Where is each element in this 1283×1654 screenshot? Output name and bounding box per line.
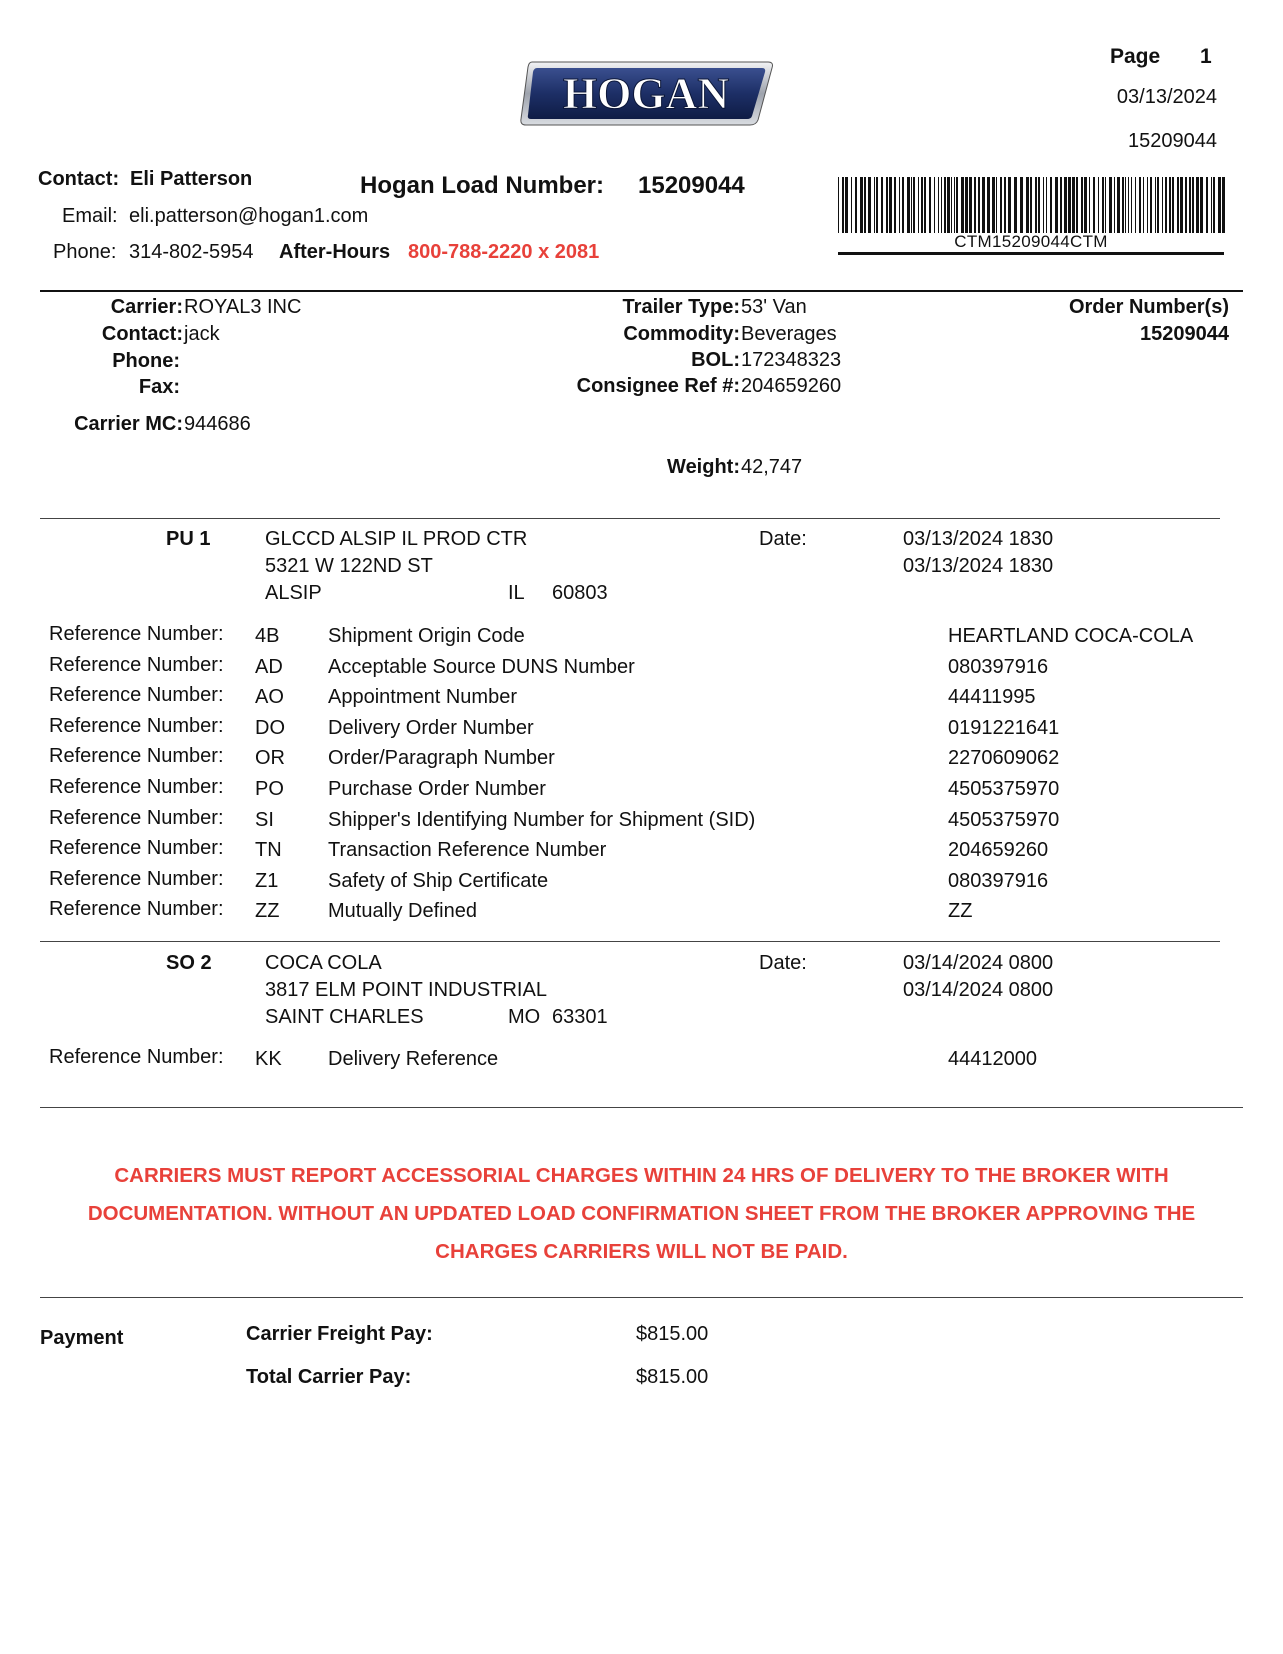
stop-state: IL	[508, 582, 525, 604]
contact-email[interactable]: eli.patterson@hogan1.com	[129, 205, 369, 227]
barcode-bar	[1172, 177, 1174, 233]
trailer-type-label: Trailer Type:	[622, 296, 740, 318]
reference-code: OR	[255, 747, 285, 769]
barcode-bar	[1128, 177, 1129, 233]
barcode-bar	[1008, 177, 1011, 233]
carrier-contact-label: Contact:	[101, 323, 183, 345]
barcode-bar	[965, 177, 968, 233]
stop-date-start: 03/13/2024 1830	[903, 528, 1054, 550]
stop-city: ALSIP	[265, 582, 322, 604]
contact-name: Eli Patterson	[130, 168, 253, 190]
document-number: 15209044	[1128, 130, 1217, 152]
barcode	[838, 177, 1226, 233]
stop-divider	[40, 941, 1220, 942]
stop-divider	[40, 518, 1220, 519]
stop-date-label: Date:	[759, 952, 807, 974]
barcode-bar	[1072, 177, 1075, 233]
barcode-bar	[1035, 177, 1037, 233]
barcode-bar	[1185, 177, 1187, 233]
barcode-bar	[1050, 177, 1052, 233]
reference-description: Transaction Reference Number	[328, 839, 607, 861]
after-hours-label: After-Hours	[279, 241, 391, 263]
consignee-ref-label: Consignee Ref #:	[576, 375, 740, 397]
barcode-bar	[845, 177, 848, 233]
bol-label: BOL:	[691, 349, 740, 371]
barcode-bar	[855, 177, 857, 233]
stop-label: PU 1	[166, 528, 211, 550]
reference-label: Reference Number:	[49, 868, 224, 890]
stop-label: SO 2	[166, 952, 212, 974]
barcode-bar	[934, 177, 935, 233]
barcode-bar	[1139, 177, 1141, 233]
reference-label: Reference Number:	[49, 776, 224, 798]
barcode-bar	[992, 177, 995, 233]
reference-description: Appointment Number	[328, 686, 517, 708]
barcode-bar	[1200, 177, 1203, 233]
reference-value: 44412000	[948, 1048, 1037, 1070]
page-label: Page	[1110, 45, 1161, 68]
barcode-bar	[978, 177, 980, 233]
reference-code: AD	[255, 656, 283, 678]
barcode-bar	[1155, 177, 1156, 233]
freight-pay-amount: $815.00	[636, 1323, 709, 1345]
reference-description: Shipper's Identifying Number for Shipment (SID)	[328, 809, 756, 831]
barcode-bar	[1093, 177, 1095, 233]
barcode-bar	[864, 177, 866, 233]
disclaimer-line: DOCUMENTATION. WITHOUT AN UPDATED LOAD CONFIRMATION SHEET FROM THE BROKER APPROVING THE	[87, 1202, 1196, 1225]
barcode-bar	[1046, 177, 1047, 233]
header-divider	[40, 290, 1243, 292]
section-divider	[40, 1297, 1243, 1298]
barcode-bar	[1162, 177, 1163, 233]
barcode-bar	[1150, 177, 1152, 233]
stop-date-start: 03/14/2024 0800	[903, 952, 1054, 974]
barcode-bar	[902, 177, 904, 233]
barcode-bar	[842, 177, 844, 233]
reference-code: KK	[255, 1048, 282, 1070]
barcode-bar	[1102, 177, 1104, 233]
barcode-bar	[1030, 177, 1032, 233]
barcode-bar	[1135, 177, 1136, 233]
barcode-bar	[1098, 177, 1099, 233]
barcode-bar	[1084, 177, 1087, 233]
carrier-name: ROYAL3 INC	[184, 296, 302, 318]
document-date: 03/13/2024	[1116, 86, 1217, 108]
reference-label: Reference Number:	[49, 807, 224, 829]
barcode-bar	[838, 177, 839, 233]
reference-value: 080397916	[948, 870, 1049, 892]
reference-description: Safety of Ship Certificate	[328, 870, 549, 892]
reference-code: AO	[255, 686, 284, 708]
reference-label: Reference Number:	[49, 654, 224, 676]
reference-value: HEARTLAND COCA-COLA	[948, 625, 1194, 647]
barcode-bar	[1157, 177, 1159, 233]
reference-description: Purchase Order Number	[328, 778, 546, 800]
commodity-label: Commodity:	[623, 323, 740, 345]
reference-code: PO	[255, 778, 284, 800]
barcode-bar	[1147, 177, 1148, 233]
reference-label: Reference Number:	[49, 715, 224, 737]
total-pay-label: Total Carrier Pay:	[246, 1366, 412, 1388]
load-number: 15209044	[638, 172, 745, 199]
reference-value: 2270609062	[948, 747, 1060, 769]
barcode-bar	[951, 177, 952, 233]
barcode-bar	[907, 177, 910, 233]
reference-code: DO	[255, 717, 285, 739]
reference-value: ZZ	[948, 900, 973, 922]
reference-label: Reference Number:	[49, 1046, 224, 1068]
barcode-bar	[1165, 177, 1167, 233]
weight: 42,747	[741, 456, 803, 478]
reference-label: Reference Number:	[49, 898, 224, 920]
reference-description: Order/Paragraph Number	[328, 747, 555, 769]
barcode-bar	[1131, 177, 1132, 233]
reference-description: Acceptable Source DUNS Number	[328, 656, 635, 678]
barcode-bar	[876, 177, 878, 233]
reference-value: 4505375970	[948, 778, 1060, 800]
barcode-bar	[1222, 177, 1225, 233]
disclaimer-line: CARRIERS MUST REPORT ACCESSORIAL CHARGES WITHIN 24 HRS OF DELIVERY TO THE BROKER WITH	[114, 1164, 1169, 1187]
barcode-bar	[1196, 177, 1199, 233]
barcode-bar	[1026, 177, 1029, 233]
stop-address: 3817 ELM POINT INDUSTRIAL	[265, 979, 547, 1001]
barcode-bar	[996, 177, 997, 233]
barcode-bar	[1109, 177, 1112, 233]
barcode-bar	[1020, 177, 1023, 233]
barcode-bar	[969, 177, 972, 233]
trailer-type: 53' Van	[741, 296, 807, 318]
barcode-bar	[1038, 177, 1040, 233]
stop-zip: 60803	[552, 582, 608, 604]
barcode-bar	[1169, 177, 1171, 233]
barcode-bar	[961, 177, 964, 233]
barcode-bar	[1089, 177, 1090, 233]
reference-code: SI	[255, 809, 274, 831]
barcode-bar	[1213, 177, 1215, 233]
carrier-phone-label: Phone:	[112, 350, 180, 372]
barcode-bar	[1122, 177, 1124, 233]
stop-address: 5321 W 122ND ST	[265, 555, 433, 577]
order-numbers-label: Order Number(s)	[1068, 296, 1229, 318]
barcode-bar	[974, 177, 976, 233]
barcode-bar	[881, 177, 883, 233]
carrier-mc: 944686	[184, 413, 251, 435]
order-number: 15209044	[1140, 323, 1229, 345]
barcode-bar	[860, 177, 863, 233]
logo-text: HOGAN	[562, 69, 730, 118]
page-number: 1	[1200, 45, 1212, 68]
reference-value: 080397916	[948, 656, 1049, 678]
barcode-bar	[911, 177, 912, 233]
stop-zip: 63301	[552, 1006, 608, 1028]
barcode-bar	[1114, 177, 1115, 233]
carrier-label: Carrier:	[110, 296, 183, 318]
total-pay-amount: $815.00	[636, 1366, 709, 1388]
barcode-bar	[1211, 177, 1212, 233]
barcode-bar	[1192, 177, 1194, 233]
barcode-text: CTM15209044CTM	[954, 232, 1108, 251]
barcode-bar	[1177, 177, 1179, 233]
barcode-bar	[1081, 177, 1083, 233]
consignee-ref: 204659260	[741, 375, 842, 397]
barcode-bar	[1043, 177, 1044, 233]
barcode-bar	[899, 177, 900, 233]
barcode-bar	[1068, 177, 1071, 233]
barcode-bar	[947, 177, 950, 233]
email-label: Email:	[62, 205, 118, 227]
reference-value: 204659260	[948, 839, 1049, 861]
contact-phone: 314-802-5954	[129, 241, 254, 263]
reference-description: Delivery Reference	[328, 1048, 499, 1070]
barcode-bar	[1125, 177, 1126, 233]
barcode-bar	[1189, 177, 1191, 233]
barcode-bar	[1143, 177, 1144, 233]
barcode-bar	[1117, 177, 1120, 233]
carrier-fax-label: Fax:	[138, 376, 180, 398]
reference-value: 4505375970	[948, 809, 1060, 831]
reference-value: 44411995	[948, 686, 1036, 708]
reference-code: 4B	[255, 625, 280, 647]
barcode-bar	[956, 177, 958, 233]
barcode-bar	[874, 177, 875, 233]
stop-state: MO	[508, 1006, 541, 1028]
barcode-bar	[1206, 177, 1208, 233]
barcode-bar	[1014, 177, 1017, 233]
barcode-bar	[918, 177, 919, 233]
barcode-bar	[1064, 177, 1067, 233]
barcode-bar	[924, 177, 926, 233]
weight-label: Weight:	[667, 456, 740, 478]
payment-label: Payment	[40, 1327, 124, 1349]
after-hours-phone: 800-788-2220 x 2081	[408, 241, 600, 263]
barcode-bar	[894, 177, 896, 233]
reference-code: TN	[255, 839, 282, 861]
barcode-bar	[982, 177, 985, 233]
carrier-mc-label: Carrier MC:	[74, 413, 183, 435]
barcode-bar	[913, 177, 915, 233]
commodity: Beverages	[741, 323, 837, 345]
barcode-bar	[1060, 177, 1062, 233]
barcode-bar	[921, 177, 923, 233]
reference-code: ZZ	[255, 900, 280, 922]
barcode-underline	[838, 252, 1224, 255]
contact-label: Contact:	[38, 168, 120, 190]
barcode-bar	[1180, 177, 1183, 233]
stop-name: GLCCD ALSIP IL PROD CTR	[265, 528, 528, 550]
load-number-label: Hogan Load Number:	[360, 172, 604, 199]
barcode-bar	[944, 177, 946, 233]
reference-label: Reference Number:	[49, 623, 224, 645]
barcode-bar	[938, 177, 939, 233]
reference-description: Shipment Origin Code	[328, 625, 525, 647]
barcode-bar	[1055, 177, 1058, 233]
stop-date-end: 03/13/2024 1830	[903, 555, 1054, 577]
reference-label: Reference Number:	[49, 745, 224, 767]
barcode-bar	[1105, 177, 1106, 233]
carrier-contact: jack	[184, 323, 220, 345]
disclaimer-line: CHARGES CARRIERS WILL NOT BE PAID.	[435, 1240, 848, 1263]
barcode-bar	[929, 177, 931, 233]
stop-date-end: 03/14/2024 0800	[903, 979, 1054, 1001]
barcode-bar	[987, 177, 990, 233]
accessorial-disclaimer	[40, 1157, 1243, 1271]
barcode-bar	[941, 177, 942, 233]
bol-number: 172348323	[741, 349, 842, 371]
barcode-bar	[868, 177, 871, 233]
barcode-bar	[851, 177, 852, 233]
reference-code: Z1	[255, 870, 279, 892]
barcode-bar	[1004, 177, 1006, 233]
barcode-bar	[1000, 177, 1002, 233]
stop-date-label: Date:	[759, 528, 807, 550]
hogan-logo	[518, 58, 776, 128]
barcode-bar	[1218, 177, 1221, 233]
stop-name: COCA COLA	[265, 952, 382, 974]
stop-city: SAINT CHARLES	[265, 1006, 424, 1028]
freight-pay-label: Carrier Freight Pay:	[246, 1323, 433, 1345]
reference-label: Reference Number:	[49, 684, 224, 706]
barcode-bar	[954, 177, 955, 233]
section-divider	[40, 1107, 1243, 1108]
barcode-bar	[1076, 177, 1078, 233]
reference-description: Delivery Order Number	[328, 717, 534, 739]
barcode-bar	[889, 177, 892, 233]
reference-value: 0191221641	[948, 717, 1060, 739]
barcode-bar	[886, 177, 888, 233]
phone-label: Phone:	[53, 241, 117, 263]
reference-description: Mutually Defined	[328, 900, 477, 922]
reference-label: Reference Number:	[49, 837, 224, 859]
